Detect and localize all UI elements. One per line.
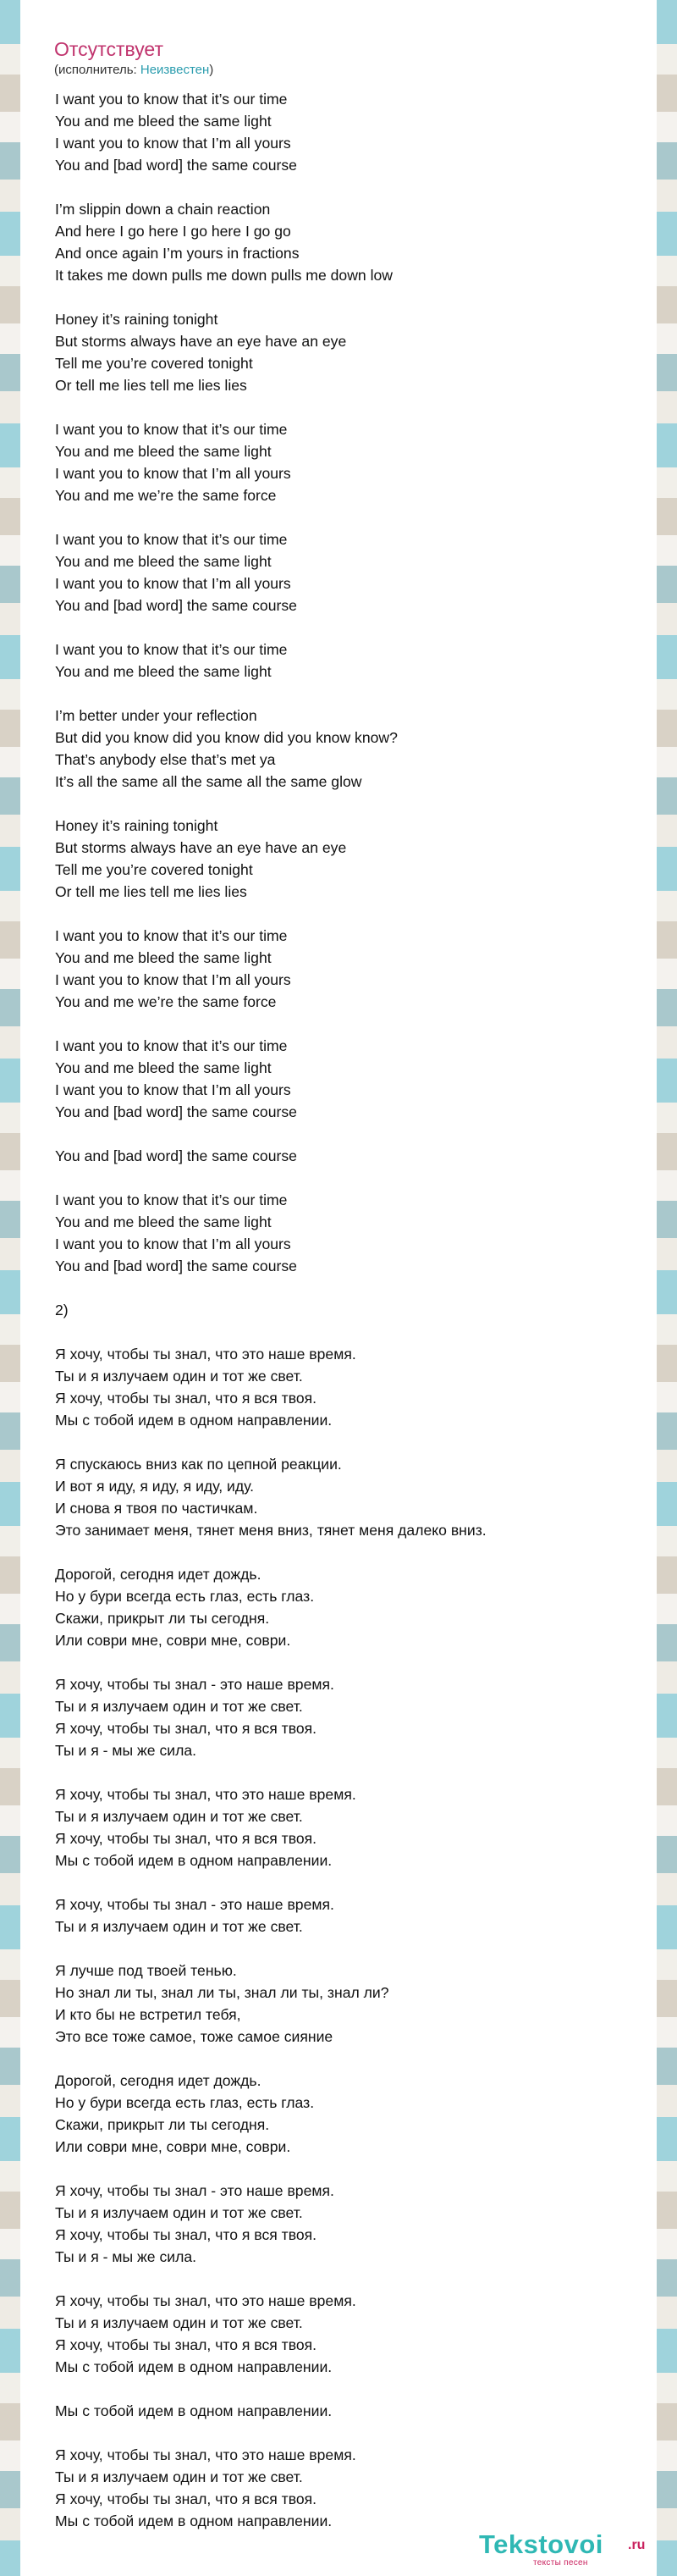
artist-suffix: ) xyxy=(209,63,214,77)
lyrics-sheet xyxy=(20,0,657,2576)
song-title: Отсутствует xyxy=(54,38,163,60)
brand-name: Tekstovoi xyxy=(479,2529,603,2559)
artist-link[interactable]: Неизвестен xyxy=(140,63,210,77)
brand-tagline: тексты песен xyxy=(533,2558,588,2568)
artist-label: (исполнитель: xyxy=(54,63,140,77)
artist-line xyxy=(54,63,213,78)
brand-tld: .ru xyxy=(628,2538,646,2552)
lyrics-text: I want you to know that it’s our time You and me bleed the same light I want you to know that I’m all yours You and [bad word] the same course I’m slippin down a chain reaction And here I go here I go here I go go And once again I’m yours in fractions It takes me down pulls me down pulls me down low Honey it’s raining tonight But storms always have an eye have an eye Tell me you’re covered tonight Or tell me lies tell me lies lies I want you to know that it’s our time You and me bleed the same light I want you to know that I’m all yours You and me we’re the same force I want you to know that it’s our time You and me bleed the same light I want you to know that I’m all yours You and [bad word] the same course I want you to know that it’s our time You and me bleed the same light I’m better under your reflection But did you know did you know did you know know? That’s anybody else that’s met ya It’s all the same all the same all the same glow Honey it’s raining tonight But storms always have an eye have an eye Tell me you’re covered tonight Or tell me lies tell me lies lies I want you to know that it’s our time You and me bleed the same light I want you to know that I’m all yours You and me we’re the same force I want you to know that it’s our time You and me bleed the same light I want you to know that I’m all yours You and [bad word] the same course You and [bad word] the same course I want you to know that it’s our time You and me bleed the same light I want you to know that I’m all yours You and [bad word] the same course 2) Я хочу, чтобы ты знал, что это наше время. Ты и я излучаем один и тот же свет. Я хочу, чтобы ты знал, что я вся твоя. Мы с тобой идем в одном направлении. Я спускаюсь вниз как по цепной реакции. И вот я иду, я иду, я иду, иду. И снова я твоя по частичкам. Это занимает меня, тянет меня вниз, тянет меня далеко вниз. Дорогой, сегодня идет дождь. Но у бури всегда есть глаз, есть глаз. Скажи, прикрыт ли ты сегодня. Или соври мне, соври мне, соври. Я хочу, чтобы ты знал - это наше время. Ты и я излучаем один и тот же свет. Я хочу, чтобы ты знал, что я вся твоя. Ты и я - мы же сила. Я хочу, чтобы ты знал, что это наше время. Ты и я излучаем один и тот же свет. Я хочу, чтобы ты знал, что я вся твоя. Мы с тобой идем в одном направлении. Я хочу, чтобы ты знал - это наше время. Ты и я излучаем один и тот же свет. Я лучше под твоей тенью. Но знал ли ты, знал ли ты, знал ли ты, знал ли? И кто бы не встретил тебя, Это все тоже самое, тоже самое сияние Дорогой, сегодня идет дождь. Но у бури всегда есть глаз, есть глаз. Скажи, прикрыт ли ты сегодня. Или соври мне, соври мне, соври. Я хочу, чтобы ты знал - это наше время. Ты и я излучаем один и тот же свет. Я хочу, чтобы ты знал, что я вся твоя. Ты и я - мы же сила. Я хочу, чтобы ты знал, что это наше время. Ты и я излучаем один и тот же свет. Я хочу, чтобы ты знал, что я вся твоя. Мы с тобой идем в одном направлении. Мы с тобой идем в одном направлении. Я хочу, чтобы ты знал, что это наше время. Ты и я излучаем один и тот же свет. Я хочу, чтобы ты знал, что я вся твоя. Мы с тобой идем в одном направлении. xyxy=(55,91,487,2529)
